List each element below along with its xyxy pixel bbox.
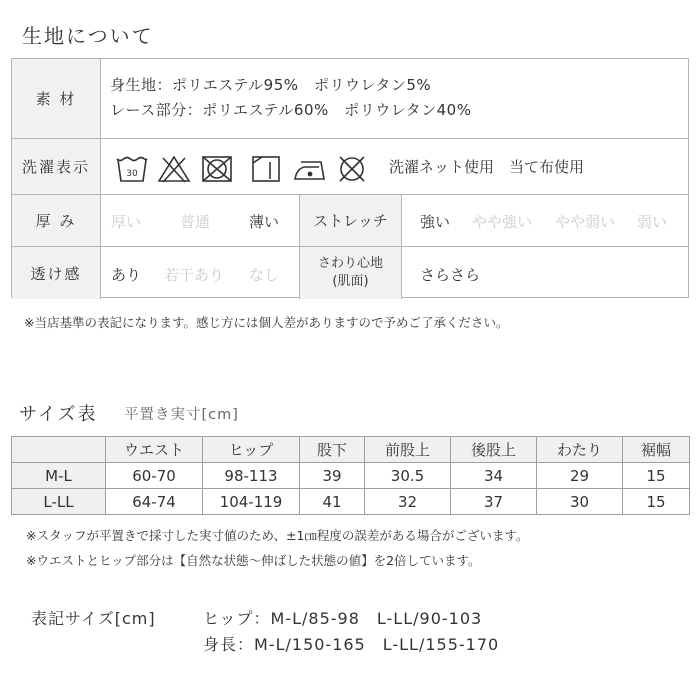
size-table — [11, 436, 690, 515]
size-section-subtitle: 平置き実寸[cm] — [124, 407, 239, 423]
size-note-1: ※スタッフが平置きで採寸した実寸値のため、±1㎝程度の誤差がある場合がございます。 — [26, 528, 529, 543]
sheer-label: 透け感 — [12, 247, 101, 299]
sheer-option: なし — [249, 266, 280, 284]
size-header-cell: 股下 — [300, 437, 365, 463]
touch-label — [299, 247, 402, 299]
material-label: 素 材 — [12, 59, 101, 138]
no-dry-clean-icon — [335, 154, 369, 184]
sheer-option: 若干あり — [164, 266, 225, 284]
touch-value: さらさら — [420, 266, 481, 284]
size-row-label: M-L — [12, 463, 106, 489]
thickness-option: 厚い — [111, 213, 142, 231]
iron-low-icon — [293, 154, 327, 184]
care-text: 洗濯ネット使用 当て布使用 — [389, 158, 585, 176]
fabric-note: ※当店基準の表記になります。感じ方には個人差がありますので予めご了承ください。 — [24, 315, 509, 330]
thickness-option-selected: 薄い — [249, 213, 280, 231]
size-header-cell — [12, 437, 106, 463]
wash-30-icon — [115, 154, 149, 184]
size-header-cell: 前股上 — [365, 437, 451, 463]
label-size-height: 身長：M-L/150-165 L-LL/155-170 — [203, 635, 500, 654]
size-cell: 41 — [300, 489, 365, 515]
size-cell: 15 — [623, 489, 690, 515]
label-size-hip: ヒップ：M-L/85-98 L-LL/90-103 — [203, 609, 483, 628]
size-cell: 64-74 — [106, 489, 203, 515]
size-header-cell: ウエスト — [106, 437, 203, 463]
thickness-stretch-row — [12, 195, 688, 247]
stretch-label-text: ストレッチ — [313, 211, 388, 230]
stretch-option-selected: 強い — [420, 213, 451, 231]
size-cell: 37 — [451, 489, 537, 515]
size-note-2: ※ウエストとヒップ部分は【自然な状態～伸ばした状態の値】を2倍しています。 — [26, 553, 481, 568]
size-header-cell: 後股上 — [451, 437, 537, 463]
size-cell: 104-119 — [203, 489, 300, 515]
svg-text:30: 30 — [126, 169, 138, 179]
thickness-option: 普通 — [180, 213, 211, 231]
sheer-option-selected: あり — [111, 266, 142, 284]
table-row — [12, 489, 690, 515]
size-cell: 29 — [537, 463, 623, 489]
size-cell: 60-70 — [106, 463, 203, 489]
table-row — [12, 463, 690, 489]
size-cell: 34 — [451, 463, 537, 489]
size-section-title: サイズ表 — [19, 404, 98, 425]
size-cell: 30.5 — [365, 463, 451, 489]
stretch-option: 弱い — [637, 213, 668, 231]
size-header-cell: ヒップ — [203, 437, 300, 463]
material-line-1: 身生地：ポリエステル95% ポリウレタン5% — [110, 76, 432, 94]
stretch-option: やや強い — [472, 213, 533, 231]
size-cell: 39 — [300, 463, 365, 489]
material-line-2: レース部分：ポリエステル60% ポリウレタン40% — [110, 101, 472, 119]
touch-label-line-2: (肌面) — [332, 274, 369, 289]
stretch-option: やや弱い — [555, 213, 616, 231]
size-row-label: L-LL — [12, 489, 106, 515]
no-tumble-dry-icon — [200, 154, 234, 184]
size-cell: 15 — [623, 463, 690, 489]
fabric-table — [11, 58, 689, 298]
touch-label-line-1: さわり心地 — [317, 256, 383, 271]
size-cell: 30 — [537, 489, 623, 515]
hang-dry-icon — [249, 154, 283, 184]
no-bleach-icon — [157, 154, 191, 184]
size-cell: 32 — [365, 489, 451, 515]
size-header-cell: わたり — [537, 437, 623, 463]
label-size-title: 表記サイズ[cm] — [31, 609, 156, 628]
sheer-touch-row — [12, 247, 688, 299]
size-header-cell: 裾幅 — [623, 437, 690, 463]
thickness-label: 厚 み — [12, 195, 101, 246]
care-row — [12, 139, 688, 195]
fabric-section-title: 生地について — [22, 24, 154, 48]
material-row — [12, 59, 688, 139]
care-label: 洗濯表示 — [12, 139, 101, 194]
size-table-header-row — [12, 437, 690, 463]
stretch-label — [299, 195, 402, 246]
size-cell: 98-113 — [203, 463, 300, 489]
